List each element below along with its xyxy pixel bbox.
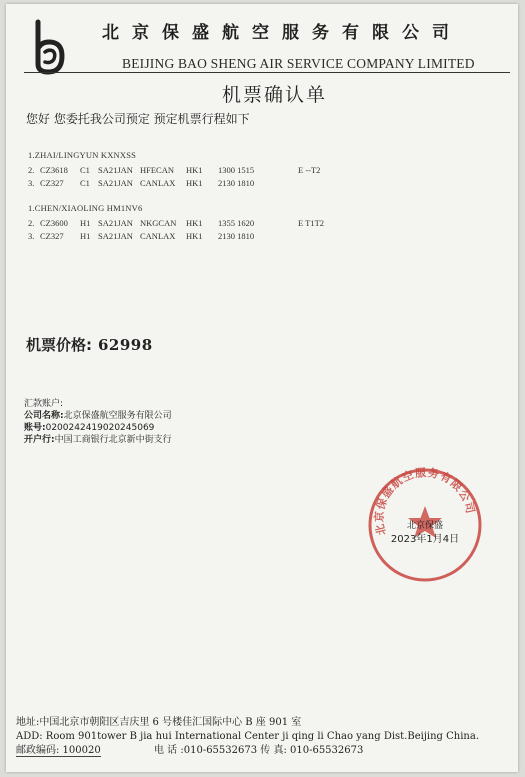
booking-class: H1	[80, 218, 91, 228]
bank-value: 中国工商银行北京新中街支行	[54, 435, 172, 445]
company-name-cn: 北京保盛航空服务有限公司	[102, 23, 462, 43]
seal-date: 2023年1月4日	[390, 534, 460, 545]
seal-overlay-text	[372, 520, 478, 546]
bank-account-info	[24, 398, 172, 446]
flight-times: 1355 1620	[218, 218, 255, 228]
flight-segment	[28, 231, 255, 242]
company-label: 公司名称:	[24, 411, 64, 421]
segment-number: 2.	[28, 165, 35, 175]
seal-ring-text: 北京保盛航空服务有限公司	[372, 466, 478, 537]
ticket-price	[26, 334, 153, 355]
segment-number: 3.	[28, 231, 35, 241]
passenger-name: 1.ZHAI/LINGYUN KXNXSS	[28, 150, 137, 160]
greeting-text: 您好 您委托我公司预定 预定机票行程如下	[26, 112, 250, 126]
address-en: ADD: Room 901tower B jia hui International Center ji qing li Chao yang Dist.Beijing China.	[16, 731, 480, 742]
confirmation-sheet	[6, 4, 518, 772]
flight-date: SA21JAN	[98, 165, 133, 175]
price-label: 机票价格:	[26, 336, 92, 354]
postcode: 邮政编码: 100020	[16, 745, 101, 756]
booking-status: HK1	[186, 231, 203, 241]
account-value: 0200242419020245069	[45, 423, 155, 433]
flight-number: CZ3618	[40, 165, 68, 175]
bank-label: 开户行:	[24, 435, 55, 445]
document-title: 机票确认单	[222, 84, 328, 106]
flight-segment	[28, 178, 255, 189]
company-value: 北京保盛航空服务有限公司	[63, 411, 172, 421]
address-cn: 地址:中国北京市朝阳区吉庆里 6 号楼佳汇国际中心 B 座 901 室	[16, 717, 302, 728]
flight-number: CZ3600	[40, 218, 68, 228]
passenger-block	[28, 203, 325, 244]
segment-number: 2.	[28, 218, 35, 228]
header-divider	[24, 72, 510, 73]
flight-segment	[28, 165, 321, 176]
segment-number: 3.	[28, 178, 35, 188]
footer-contact	[16, 716, 516, 758]
booking-class: H1	[80, 231, 91, 241]
bank-section-title: 汇款账户:	[24, 399, 64, 409]
flight-number: CZ327	[40, 231, 64, 241]
flight-times: 1300 1515	[218, 165, 255, 175]
passenger-name: 1.CHEN/XIAOLING HM1NV6	[28, 203, 143, 213]
flight-date: SA21JAN	[98, 218, 133, 228]
booking-class: C1	[80, 178, 90, 188]
tel-fax: 电 话 :010-65532673 传 真: 010-65532673	[154, 745, 364, 756]
price-value: 62998	[98, 336, 153, 354]
b-letter-logo-icon	[28, 18, 70, 76]
flight-times: 2130 1810	[218, 231, 255, 241]
booking-class: C1	[80, 165, 90, 175]
flight-date: SA21JAN	[98, 178, 133, 188]
flight-route: CANLAX	[140, 178, 176, 188]
booking-status: HK1	[186, 218, 203, 228]
company-name-en: BEIJING BAO SHENG AIR SERVICE COMPANY LIMITED	[122, 56, 475, 71]
passenger-block	[28, 150, 321, 191]
flight-route: HFECAN	[140, 165, 175, 175]
booking-status: HK1	[186, 178, 203, 188]
flight-segment	[28, 218, 325, 229]
flight-date: SA21JAN	[98, 231, 133, 241]
flight-terminal: E --T2	[298, 165, 321, 175]
booking-status: HK1	[186, 165, 203, 175]
account-label: 账号:	[24, 423, 46, 433]
flight-terminal: E T1T2	[298, 218, 325, 228]
flight-route: CANLAX	[140, 231, 176, 241]
flight-number: CZ327	[40, 178, 64, 188]
flight-times: 2130 1810	[218, 178, 255, 188]
seal-center-text: 北京保盛	[406, 521, 443, 531]
flight-route: NKGCAN	[140, 218, 177, 228]
